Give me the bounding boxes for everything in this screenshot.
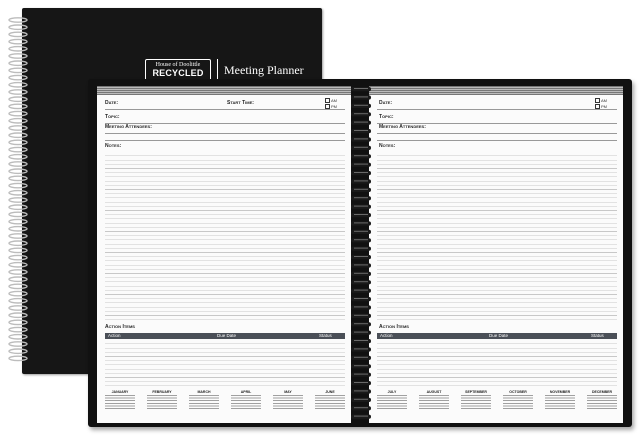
spiral-coil [9, 299, 27, 303]
binding-ring-highlight [354, 214, 368, 215]
binding-ring [351, 221, 371, 225]
am-checkbox[interactable] [325, 98, 337, 103]
binding-ring [351, 415, 371, 419]
mini-calendar [315, 390, 345, 412]
binding-ring [351, 87, 371, 91]
spiral-coil [9, 291, 27, 295]
binding-ring-highlight [354, 290, 368, 291]
mini-calendar [189, 390, 219, 412]
binding-ring [351, 121, 371, 125]
binding-ring-highlight [354, 306, 368, 307]
action-items-lines[interactable] [377, 340, 617, 388]
page-header-band [97, 86, 351, 95]
recycled-logo [145, 59, 211, 81]
spiral-coil [9, 198, 27, 202]
binding-ring [351, 188, 371, 192]
spiral-coil [9, 349, 27, 353]
spiral-coil [9, 111, 27, 115]
calendar-strip-right [377, 390, 617, 412]
notes-area[interactable] [377, 152, 617, 322]
binding-ring-highlight [354, 96, 368, 97]
action-items-header [105, 333, 345, 339]
binding-ring-highlight [354, 197, 368, 198]
action-items-label: Action Items [105, 324, 135, 330]
month-name: JULY [387, 390, 397, 394]
binding-ring [351, 272, 371, 276]
binding-ring-highlight [354, 172, 368, 173]
action-items-header [377, 333, 617, 339]
mini-calendar [503, 390, 533, 412]
binding-ring [351, 104, 371, 108]
month-name: NOVEMBER [549, 390, 571, 394]
binding-ring-highlight [354, 382, 368, 383]
binding-ring [351, 339, 371, 343]
binding-ring [351, 213, 371, 217]
spiral-coil [9, 83, 27, 87]
attendees-label: Meeting Attendees: [379, 124, 426, 130]
logo-top-text: House of Doolittle [155, 62, 201, 68]
binding-ring [351, 331, 371, 335]
binding-ring-highlight [354, 323, 368, 324]
binding-ring [351, 196, 371, 200]
spiral-coil [9, 205, 27, 209]
mini-calendar [461, 390, 491, 412]
spiral-coil [9, 162, 27, 166]
binding-ring [351, 154, 371, 158]
spiral-coil [9, 219, 27, 223]
page-header-band [369, 86, 623, 95]
spiral-coil [9, 335, 27, 339]
binding-ring-highlight [354, 357, 368, 358]
spiral-coil [9, 284, 27, 288]
binding-ring [351, 373, 371, 377]
month-name: APRIL [240, 390, 252, 394]
spiral-coil [9, 68, 27, 72]
binding-ring [351, 322, 371, 326]
binding-ring-highlight [354, 332, 368, 333]
binding-ring [351, 406, 371, 410]
mini-calendar [105, 390, 135, 412]
spiral-coil [9, 327, 27, 331]
binding-ring-highlight [354, 113, 368, 114]
binding-ring-highlight [354, 416, 368, 417]
spiral-coil [9, 140, 27, 144]
binding-ring-highlight [354, 390, 368, 391]
binding-ring [351, 205, 371, 209]
spiral-coil [9, 263, 27, 267]
col-status: Status [319, 333, 332, 338]
spiral-coil [9, 191, 27, 195]
spiral-coil [9, 155, 27, 159]
mini-calendar [273, 390, 303, 412]
month-name: SEPTEMBER [465, 390, 487, 394]
binding-ring [351, 255, 371, 259]
binding-ring-highlight [354, 189, 368, 190]
binding-ring-highlight [354, 298, 368, 299]
spiral-coil [9, 119, 27, 123]
binding-ring [351, 163, 371, 167]
binding-ring-highlight [354, 105, 368, 106]
spiral-coil [9, 18, 27, 22]
spiral-binding-left [6, 16, 30, 366]
binding-ring-highlight [354, 222, 368, 223]
spiral-coil [9, 234, 27, 238]
spiral-binding-center [350, 84, 372, 420]
date-label: Date: [105, 100, 118, 106]
binding-ring-highlight [354, 248, 368, 249]
binding-ring-highlight [354, 147, 368, 148]
notes-label: Notes: [105, 143, 122, 149]
binding-ring-highlight [354, 340, 368, 341]
am-checkbox[interactable] [595, 98, 607, 103]
mini-calendar [545, 390, 575, 412]
binding-ring [351, 179, 371, 183]
binding-ring [351, 347, 371, 351]
spiral-coil [9, 248, 27, 252]
col-due-date: Due Date [217, 333, 237, 338]
binding-ring-highlight [354, 239, 368, 240]
binding-ring [351, 129, 371, 133]
spiral-coil [9, 241, 27, 245]
binding-ring-highlight [354, 206, 368, 207]
spiral-coil [9, 183, 27, 187]
binding-ring-highlight [354, 138, 368, 139]
binding-ring-highlight [354, 180, 368, 181]
binding-ring [351, 305, 371, 309]
binding-ring [351, 137, 371, 141]
binding-ring [351, 263, 371, 267]
spiral-coil [9, 270, 27, 274]
date-line [377, 109, 617, 110]
binding-ring [351, 112, 371, 116]
attendees-line-2 [105, 140, 345, 141]
spiral-coil [9, 277, 27, 281]
topic-label: Topic: [105, 114, 120, 120]
spiral-coil [9, 255, 27, 259]
am-label: AM [331, 98, 337, 103]
binding-ring-highlight [354, 315, 368, 316]
spiral-coil [9, 306, 27, 310]
binding-ring-highlight [354, 155, 368, 156]
spiral-coil [9, 169, 27, 173]
binding-ring [351, 95, 371, 99]
binding-ring-highlight [354, 281, 368, 282]
month-name: MAY [284, 390, 292, 394]
notes-area[interactable] [105, 152, 345, 322]
spiral-coil [9, 75, 27, 79]
spiral-coil [9, 147, 27, 151]
spiral-coil [9, 356, 27, 360]
binding-ring-highlight [354, 256, 368, 257]
topic-label: Topic: [379, 114, 394, 120]
attendees-line-2 [377, 140, 617, 141]
mini-calendar [231, 390, 261, 412]
month-name: OCTOBER [509, 390, 527, 394]
binding-ring [351, 297, 371, 301]
spiral-coil [9, 97, 27, 101]
col-status: Status [591, 333, 604, 338]
cover-title: Meeting Planner [224, 62, 304, 77]
spiral-coil [9, 61, 27, 65]
binding-ring-highlight [354, 88, 368, 89]
spiral-coil [9, 54, 27, 58]
col-action: Action [380, 333, 393, 338]
calendar-strip-left [105, 390, 345, 412]
start-time-label: Start Time: [227, 100, 254, 106]
logo-bottom-text: RECYCLED [152, 68, 204, 78]
mini-calendar [377, 390, 407, 412]
binding-ring [351, 398, 371, 402]
month-name: DECEMBER [591, 390, 613, 394]
binding-ring [351, 356, 371, 360]
binding-ring-highlight [354, 399, 368, 400]
binding-ring [351, 289, 371, 293]
spiral-coil [9, 126, 27, 130]
binding-ring [351, 171, 371, 175]
spiral-coil [9, 313, 27, 317]
col-action: Action [108, 333, 121, 338]
mini-calendar [419, 390, 449, 412]
binding-ring [351, 146, 371, 150]
pm-label: PM [331, 104, 337, 109]
month-name: AUGUST [426, 390, 442, 394]
binding-ring [351, 389, 371, 393]
notes-label: Notes: [379, 143, 396, 149]
am-label: AM [601, 98, 607, 103]
action-items-lines[interactable] [105, 340, 345, 388]
mini-calendar [587, 390, 617, 412]
binding-ring-highlight [354, 365, 368, 366]
binding-ring-highlight [354, 264, 368, 265]
binding-ring [351, 381, 371, 385]
binding-ring-highlight [354, 273, 368, 274]
right-page [369, 86, 623, 423]
spiral-coil [9, 32, 27, 36]
binding-ring [351, 280, 371, 284]
col-due-date: Due Date [489, 333, 509, 338]
binding-ring-highlight [354, 348, 368, 349]
binding-ring [351, 247, 371, 251]
spiral-coil [9, 39, 27, 43]
spiral-coil [9, 104, 27, 108]
spiral-coil [9, 320, 27, 324]
action-items-label: Action Items [379, 324, 409, 330]
spiral-coil [9, 133, 27, 137]
spiral-coil [9, 176, 27, 180]
date-line [105, 109, 345, 110]
month-name: FEBRUARY [152, 390, 172, 394]
attendees-line [105, 133, 345, 134]
spiral-coil [9, 227, 27, 231]
spiral-coil [9, 25, 27, 29]
attendees-label: Meeting Attendees: [105, 124, 152, 130]
date-label: Date: [379, 100, 392, 106]
month-name: JUNE [325, 390, 335, 394]
spiral-coil [9, 342, 27, 346]
spiral-coil [9, 212, 27, 216]
left-page [97, 86, 351, 423]
binding-ring-highlight [354, 374, 368, 375]
binding-ring-highlight [354, 130, 368, 131]
mini-calendar [147, 390, 177, 412]
binding-ring [351, 364, 371, 368]
binding-ring-highlight [354, 122, 368, 123]
month-name: JANUARY [111, 390, 129, 394]
binding-ring [351, 314, 371, 318]
brand-divider [217, 59, 218, 81]
attendees-line [377, 133, 617, 134]
spiral-coil [9, 47, 27, 51]
binding-ring-highlight [354, 164, 368, 165]
pm-label: PM [601, 104, 607, 109]
binding-ring [351, 238, 371, 242]
month-name: MARCH [197, 390, 211, 394]
binding-ring [351, 230, 371, 234]
binding-ring-highlight [354, 231, 368, 232]
spiral-coil [9, 90, 27, 94]
binding-ring-highlight [354, 407, 368, 408]
